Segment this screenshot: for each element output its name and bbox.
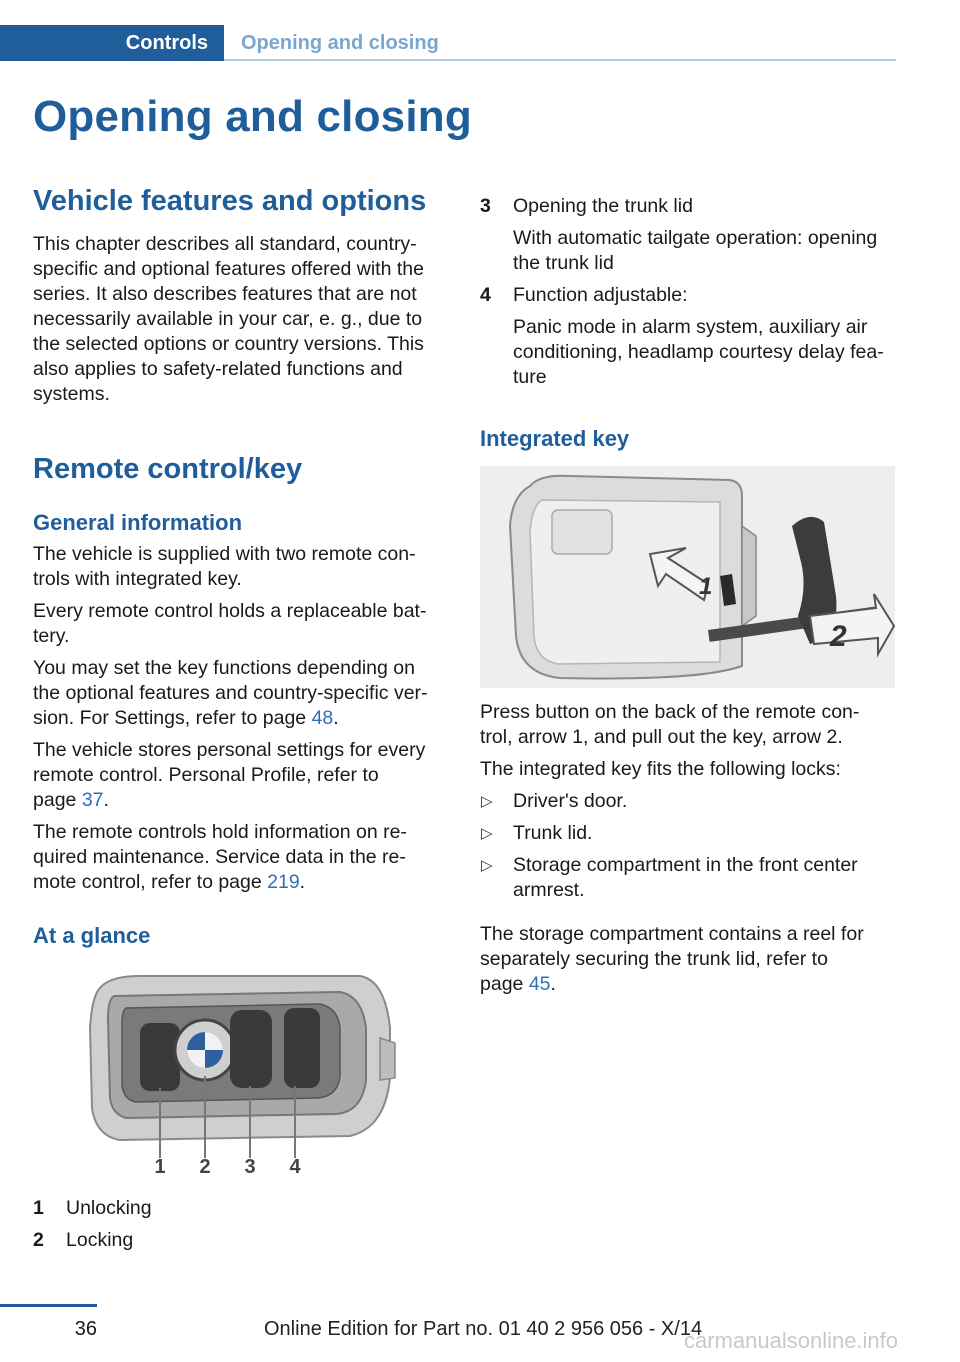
- text-line: The storage compartment contains a reel for: [480, 923, 864, 945]
- text-line: Panic mode in alarm system, auxiliary air: [513, 316, 868, 338]
- figure-label-2: 2: [199, 1156, 211, 1178]
- item-text-unlocking: Unlocking: [66, 1197, 152, 1219]
- storage-compartment-paragraph: [480, 922, 900, 997]
- text-line: page 37.: [33, 789, 109, 811]
- text-line: series. It also describes features that are not: [33, 283, 417, 305]
- bullet-triangle-icon: ▷: [481, 825, 493, 842]
- text-line: trols with integrated key.: [33, 568, 242, 590]
- text-line: Storage compartment in the front center: [513, 854, 858, 876]
- heading-vehicle-features: Vehicle features and options: [33, 185, 427, 217]
- item-3-text: [513, 194, 903, 276]
- general-information-text: [33, 542, 453, 895]
- bullet-triangle-icon: ▷: [481, 793, 493, 810]
- text-line: quired maintenance. Service data in the re-: [33, 846, 406, 868]
- figure-label-4: 4: [289, 1156, 301, 1178]
- footer-edition: Online Edition for Part no. 01 40 2 956 056 - X/14: [264, 1318, 703, 1340]
- item-number-2: 2: [33, 1229, 44, 1251]
- text-fragment: mote control, refer to page: [33, 871, 268, 893]
- text-line: specific and optional features offered with the: [33, 258, 424, 280]
- text-line: the optional features and country-specific ver-: [33, 682, 428, 704]
- text-line: separately securing the trunk lid, refer to: [480, 948, 828, 970]
- heading-at-a-glance: At a glance: [33, 923, 151, 948]
- text-line: Press button on the back of the remote con-: [480, 701, 860, 723]
- text-fragment: sion. For Settings, refer to page: [33, 707, 312, 729]
- text-line: tery.: [33, 625, 70, 647]
- text-line: mote control, refer to page 219.: [33, 871, 306, 893]
- text-line: The integrated key fits the following locks:: [480, 758, 841, 780]
- text-line: ture: [513, 366, 547, 388]
- figure-label-arrow-1: 1: [699, 573, 713, 600]
- text-line: This chapter describes all standard, country-: [33, 233, 417, 255]
- figure-label-3: 3: [244, 1156, 256, 1178]
- bullet-trunk-lid: Trunk lid.: [513, 822, 593, 844]
- item-number-4: 4: [480, 284, 491, 306]
- item-4-title: Function adjustable:: [513, 284, 688, 306]
- text-line: The vehicle stores personal settings for every: [33, 739, 426, 761]
- text-line: conditioning, headlamp courtesy delay fea-: [513, 341, 884, 363]
- text-line: also applies to safety-related functions and: [33, 358, 403, 380]
- text-line: systems.: [33, 383, 110, 405]
- text-line: The remote controls hold information on re-: [33, 821, 407, 843]
- header-current-label[interactable]: Opening and closing: [241, 31, 439, 54]
- item-number-1: 1: [33, 1197, 44, 1219]
- page-link-219[interactable]: 219: [267, 871, 300, 893]
- text-line: trol, arrow 1, and pull out the key, arrow 2.: [480, 726, 843, 748]
- remote-control-figure: [80, 968, 400, 1183]
- text-line: You may set the key functions depending on: [33, 657, 415, 679]
- figure-label-1: 1: [154, 1156, 166, 1178]
- item-text-locking: Locking: [66, 1229, 134, 1251]
- bullet-drivers-door: Driver's door.: [513, 790, 628, 812]
- integrated-key-text: [480, 700, 900, 782]
- heading-general-information: General information: [33, 510, 243, 535]
- integrated-key-figure: [480, 466, 895, 688]
- watermark: carmanualsonline.info: [684, 1328, 899, 1353]
- page-number: 36: [74, 1318, 97, 1340]
- footer-rule: [0, 1304, 97, 1307]
- text-line: The vehicle is supplied with two remote con-: [33, 543, 416, 565]
- text-line: armrest.: [513, 879, 585, 901]
- heading-remote-control: Remote control/key: [33, 453, 303, 485]
- bullet-storage-compartment: [513, 853, 903, 903]
- text-line: remote control. Personal Profile, refer to: [33, 764, 379, 786]
- text-line: necessarily available in your car, e. g., due to: [33, 308, 423, 330]
- vehicle-features-paragraph: [33, 232, 453, 407]
- text-line: Every remote control holds a replaceable bat-: [33, 600, 427, 622]
- page-title: Opening and closing: [33, 92, 472, 141]
- figure-label-arrow-2: 2: [830, 620, 847, 653]
- text-line: the trunk lid: [513, 252, 614, 274]
- text-fragment: page: [33, 789, 82, 811]
- text-fragment: page: [480, 973, 529, 995]
- header-divider: [224, 59, 896, 61]
- page-link-45[interactable]: 45: [528, 973, 551, 995]
- page-link-37[interactable]: 37: [81, 789, 104, 811]
- item-3-title: Opening the trunk lid: [513, 195, 693, 217]
- text-line: the selected options or country versions. This: [33, 333, 424, 355]
- bullet-triangle-icon: ▷: [481, 857, 493, 874]
- text-line: With automatic tailgate operation: opening: [513, 227, 878, 249]
- item-4-text: [513, 283, 903, 390]
- heading-integrated-key: Integrated key: [480, 426, 630, 451]
- integrated-key-illustration: [480, 466, 895, 688]
- text-line: page 45.: [480, 973, 556, 995]
- text-line: sion. For Settings, refer to page 48.: [33, 707, 339, 729]
- page-link-48[interactable]: 48: [311, 707, 334, 729]
- header-section-label[interactable]: Controls: [125, 31, 208, 54]
- item-number-3: 3: [480, 195, 491, 217]
